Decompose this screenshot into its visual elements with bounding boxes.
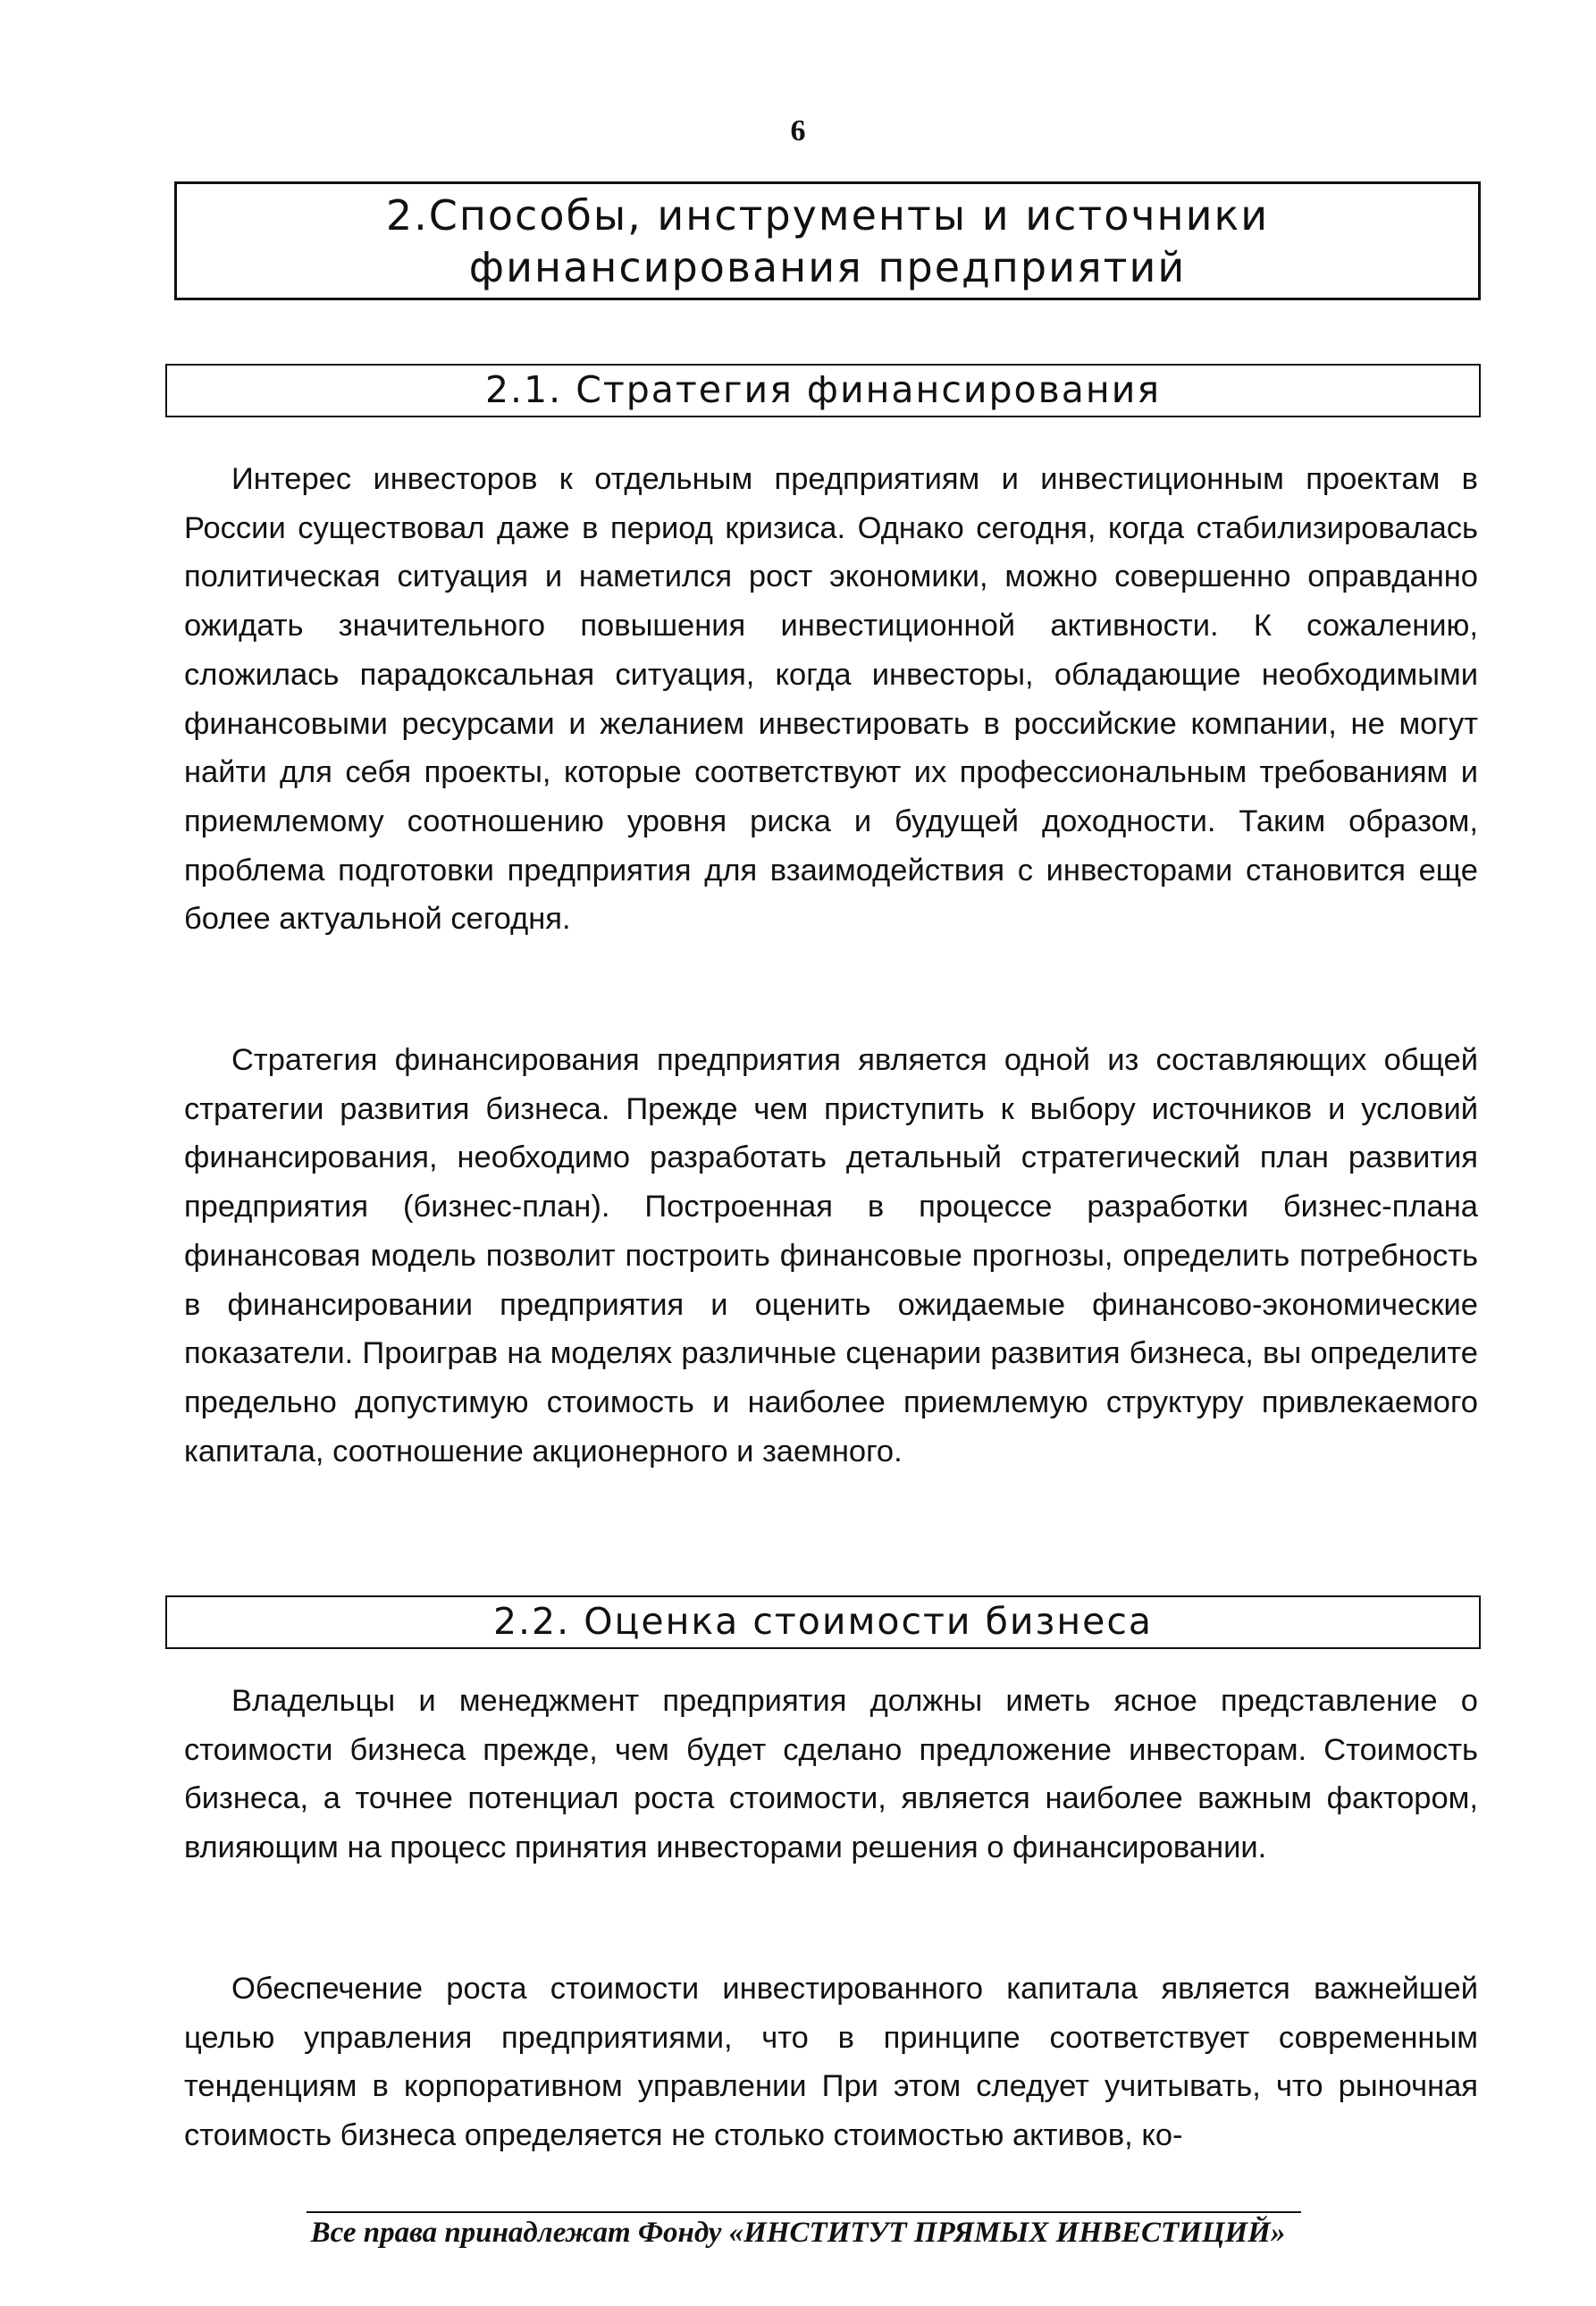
chapter-title-box — [174, 181, 1481, 300]
chapter-title-line2: финансирования предприятий — [468, 243, 1187, 291]
chapter-title-line1: 2.Способы, инструменты и источники — [385, 191, 1270, 240]
section-title-business-valuation: 2.2. Оценка стоимости бизнеса — [165, 1595, 1481, 1649]
paragraph-owners-valuation: Владельцы и менеджмент предприятия должны иметь ясное представление о стоимости бизнеса прежде, чем будет сделано предложение инвесторам. Стоимость бизнеса, а точнее потенциал роста стоимости, является наиболее важным фактором, влияющим на процесс принятия инвесторами решения о финансировании. — [184, 1684, 1478, 1865]
footer-copyright: Все права принадлежат Фонду «ИНСТИТУТ ПРЯМЫХ ИНВЕСТИЦИЙ» — [310, 2217, 1286, 2249]
footer-divider — [307, 2211, 1301, 2213]
paragraph-capital-growth: Обеспечение роста стоимости инвестированного капитала является важнейшей целью управления предприятиями, что в принципе соответствует современным тенденциям в корпоративном управлении При этом следует учитывать, что рыночная стоимость бизнеса определяется не столько стоимостью активов, ко- — [184, 1972, 1478, 2153]
paragraph-investor-interest: Интерес инвесторов к отдельным предприятиям и инвестиционным проектам в России существовал даже в период кризиса. Однако сегодня, когда стабилизировалась политическая ситуация и наметился рост экономики, можно совершенно оправданно ожидать значительного повышения инвестиционной активности. К сожалению, сложилась парадоксальная ситуация, когда инвесторы, обладающие необходимыми финансовыми ресурсами и желанием инвестировать в российские компании, не могут найти для себя проекты, которые соответствуют их профессиональным требованиям и приемлемому соотношению уровня риска и будущей доходности. Таким образом, проблема подготовки предприятия для взаимодействия с инвесторами становится еще более актуальной сегодня. — [184, 462, 1478, 937]
page-number: 6 — [790, 114, 806, 147]
paragraph-financing-strategy: Стратегия финансирования предприятия является одной из составляющих общей стратегии развития бизнеса. Прежде чем приступить к выбору источников и условий финансирования, необходимо разработать детальный стратегический план развития предприятия (бизнес-план). Построенная в процессе разработки бизнес-плана финансовая модель позволит построить финансовые прогнозы, определить потребность в финансировании предприятия и оценить ожидаемые финансово-экономические показатели. Проиграв на моделях различные сценарии развития бизнеса, вы определите предельно допустимую стоимость и наиболее приемлемую структуру привлекаемого капитала, соотношение акционерного и заемного. — [184, 1043, 1478, 1469]
section-title-strategy: 2.1. Стратегия финансирования — [165, 364, 1481, 417]
